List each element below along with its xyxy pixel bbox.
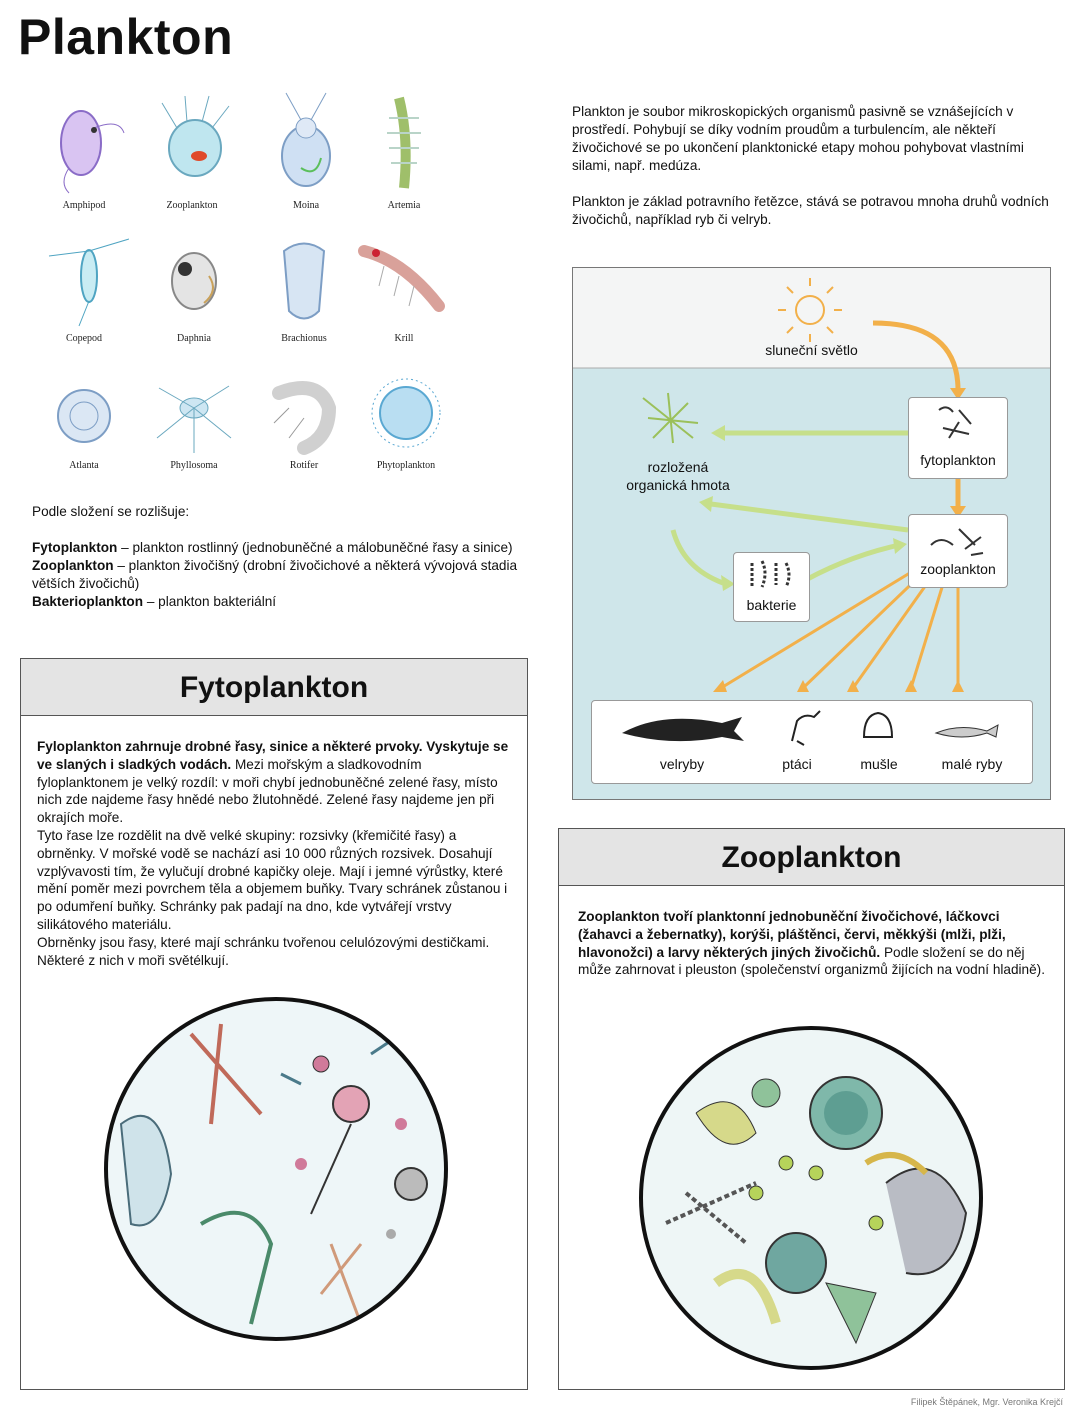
phytoplankton-microscope-illustration: [101, 994, 451, 1344]
zooplankton-icon: [909, 515, 1007, 563]
fish-icon: [936, 725, 998, 737]
zooplankton-node: zooplankton: [908, 514, 1008, 588]
whale-icon: [622, 717, 744, 741]
intro-paragraph-1: Plankton je soubor mikroskopických organismů pasivně se vznášejících v prostředí. Pohybují se díky vodním proudům a turbulencím, ale někteří živočichové se po ukončení planktonické etapy mohou pohybovat vlastními silami, např. medúza.: [572, 104, 1024, 173]
organism-rotifer: Rotifer: [254, 368, 354, 471]
phytoplankton-node: fytoplankton: [908, 397, 1008, 479]
organism-atlanta: Atlanta: [34, 368, 134, 471]
bacteria-node: bakterie: [733, 552, 810, 622]
organism-daphnia: Daphnia: [144, 231, 244, 344]
sunlight-label: sluneční světlo: [765, 342, 858, 358]
shell-icon: [864, 713, 892, 737]
zooplankton-heading: Zooplankton: [559, 829, 1064, 886]
credit: Filipek Štěpánek, Mgr. Veronika Krejčí: [910, 1397, 1063, 1407]
organic-matter-label: rozložená organická hmota: [626, 459, 730, 493]
organism-krill: Krill: [354, 231, 454, 344]
phytoplankton-heading: Fytoplankton: [21, 659, 527, 716]
food-chain-diagram: [572, 267, 1051, 800]
page-title: Plankton: [18, 9, 234, 65]
organism-artemia: Artemia: [354, 88, 454, 211]
organism-moina: Moina: [256, 88, 356, 211]
organism-grid: [34, 88, 464, 478]
bird-icon: [792, 711, 820, 745]
consumer-icons: [592, 701, 1032, 753]
bacteria-icon: [734, 553, 809, 593]
composition-intro: Podle složení se rozlišuje:: [32, 504, 190, 519]
organism-phytoplankton: Phytoplankton: [356, 368, 456, 471]
intro-paragraph-2: Plankton je základ potravního řetězce, stává se potravou mnoha druhů vodních živočichů, například ryb či velryb.: [572, 194, 1049, 227]
organism-amphipod: Amphipod: [34, 88, 134, 211]
phytoplankton-section: [20, 658, 528, 1390]
phytoplankton-icon: [909, 398, 1007, 448]
composition-section: [32, 503, 522, 611]
phytoplankton-text: Fyloplankton zahrnuje drobné řasy, sinice a některé prvoky. Vyskytuje se ve slaných i sladkých vodách. Mezi mořským a sladkovodním fyloplanktonem je velký rozdíl: v moři chybí jednobuněčné zelené řasy, místo nich zde najdeme řasy hnědé nebo žlutohnědé. Zelené řasy najdeme jen při okrajích moře. Tyto řase lze rozdělit na dvě velké skupiny: rozsivky (křemičité řasy) a obrněnky. V mořské vodě se nachází asi 10 000 různých rozsivek. Dosahují vzplývavosti tím, že vylučují drobné kapičky oleje. Mají i jemné výrůstky, které mění poměr mezi povrchem těla a objemem buňky. Tvary schránek zůstanou i po odumření buňky. Schránky pak padají na dno, kde vytvářejí vrstvy silikátového materiálu. Obrněnky jsou řasy, které mají schránku tvořenou celulózovými destičkami. Některé z nich v moři světélkují.: [37, 739, 509, 968]
zooplankton-text: Zooplankton tvoří planktonní jednobuněční živočichové, láčkovci (žahavci a žebernatky), korýši, pláštěnci, červi, měkkýši (mlži, plži, hlavonožci) a larvy některých jiných živočichů. Podle složení se do něj může zahrnovat i pleuston (společenství organizmů žijících na vodní hladině).: [578, 909, 1045, 978]
composition-item: Zooplankton – plankton živočišný (drobní živočichové a některá vývojová stadia větších živočichů): [32, 558, 518, 591]
organism-phyllosoma: Phyllosoma: [144, 368, 244, 471]
consumers-box: velryby ptáci mušle malé ryby: [591, 700, 1033, 784]
organism-zooplankton: Zooplankton: [142, 88, 242, 211]
composition-item: Fytoplankton – plankton rostlinný (jednobuněčné a málobuněčné řasy a sinice): [32, 540, 513, 555]
organism-brachionus: Brachionus: [254, 231, 354, 344]
zooplankton-microscope-illustration: [636, 1023, 986, 1373]
organism-copepod: Copepod: [34, 231, 134, 344]
intro-text: [572, 103, 1052, 247]
zooplankton-section: [558, 828, 1065, 1390]
composition-item: Bakterioplankton – plankton bakteriální: [32, 594, 277, 609]
